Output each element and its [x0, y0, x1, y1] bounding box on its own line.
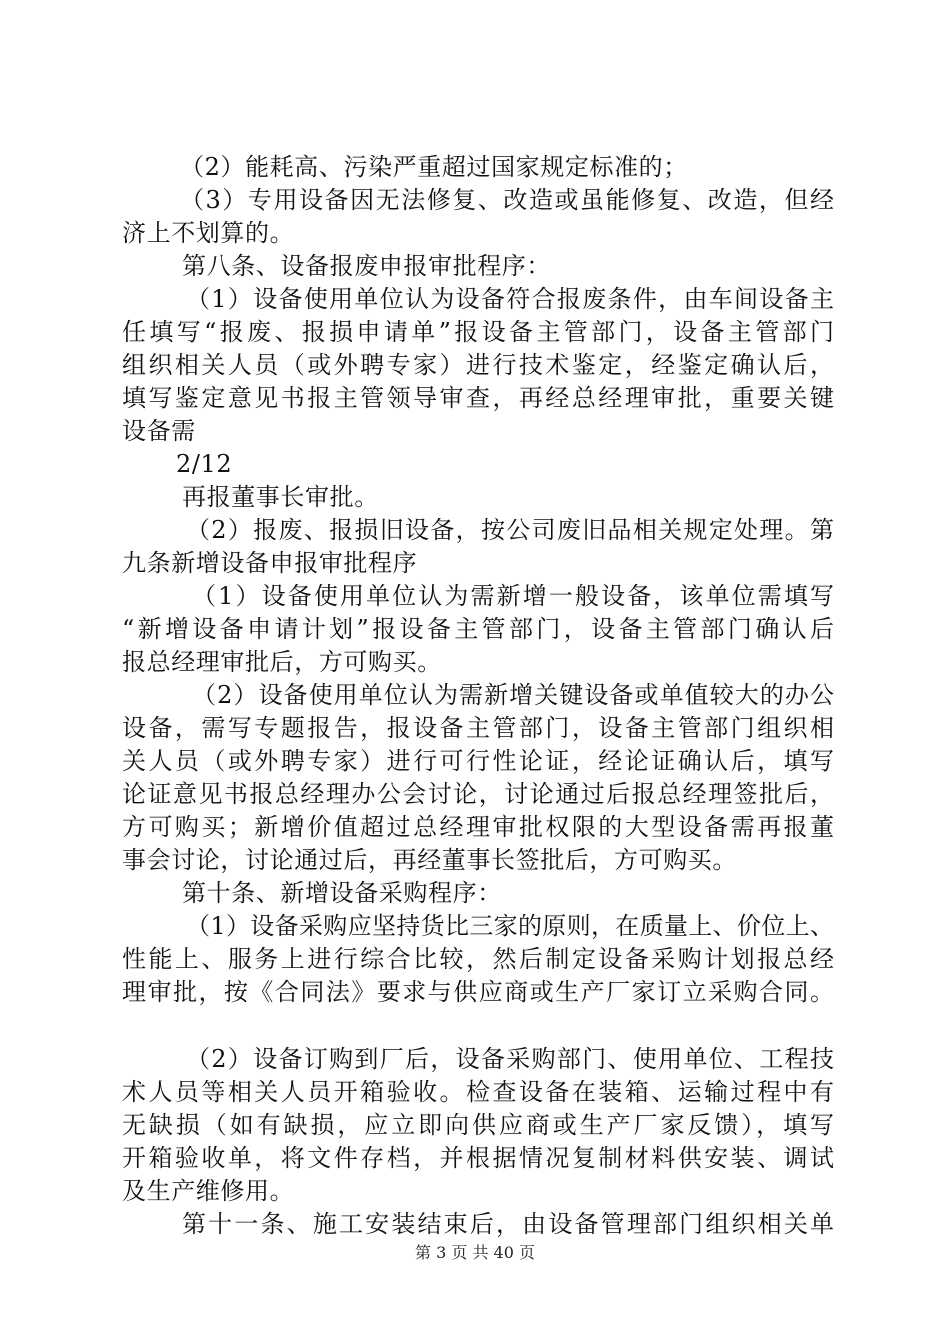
paragraph-line: 设备，需写专题报告，报设备主管部门，设备主管部门组织相 [122, 714, 834, 742]
paragraph-line: 论证意见书报总经理办公会讨论，讨论通过后报总经理签批后， [122, 780, 834, 808]
paragraph-line: 开箱验收单，将文件存档，并根据情况复制材料供安装、调试 [122, 1144, 834, 1172]
page-footer: 第 3 页 共 40 页 [415, 1243, 535, 1262]
paragraph-line: 报总经理审批后，方可购买。 [122, 648, 442, 676]
paragraph-line: “新增设备申请计划”报设备主管部门，设备主管部门确认后 [122, 615, 834, 643]
document-body [122, 151, 834, 1241]
paragraph-line: （1）设备使用单位认为需新增一般设备，该单位需填写 [192, 582, 834, 610]
paragraph-line: 性能上、服务上进行综合比较，然后制定设备采购计划报总经 [122, 945, 834, 973]
paragraph-line: 再报董事长审批。 [182, 483, 379, 511]
paragraph-line: （2）报废、报损旧设备，按公司废旧品相关规定处理。第 [186, 516, 834, 544]
paragraph-line: 术人员等相关人员开箱验收。检查设备在装箱、运输过程中有 [122, 1078, 834, 1106]
paragraph-line: 九条新增设备申报审批程序 [122, 549, 418, 577]
paragraph-line: （1）设备采购应坚持货比三家的原则，在质量上、价位上、 [186, 912, 834, 940]
paragraph-line: 理审批，按《合同法》要求与供应商或生产厂家订立采购合同。 [122, 978, 834, 1006]
paragraph-gap [122, 1009, 834, 1043]
paragraph-line: 方可购买；新增价值超过总经理审批权限的大型设备需再报董 [122, 813, 834, 841]
section-heading: 第十条、新增设备采购程序： [182, 879, 502, 907]
paragraph-line: 组织相关人员（或外聘专家）进行技术鉴定，经鉴定确认后， [122, 351, 834, 379]
paragraph-line: 关人员（或外聘专家）进行可行性论证，经论证确认后，填写 [122, 747, 834, 775]
paragraph-line: 事会讨论，讨论通过后，再经董事长签批后，方可购买。 [122, 846, 737, 874]
paragraph-line: 设备需 [122, 417, 196, 445]
paragraph-line: 无缺损（如有缺损，应立即向供应商或生产厂家反馈），填写 [122, 1111, 834, 1139]
paragraph-line: 任填写“报废、报损申请单”报设备主管部门，设备主管部门 [122, 318, 834, 346]
paragraph-line: （1）设备使用单位认为设备符合报废条件，由车间设备主 [186, 285, 834, 313]
paragraph-line: （2）设备订购到厂后，设备采购部门、使用单位、工程技 [186, 1045, 834, 1073]
paragraph-line: （2）能耗高、污染严重超过国家规定标准的； [180, 153, 688, 181]
paragraph-line: 填写鉴定意见书报主管领导审查，再经总经理审批，重要关键 [122, 384, 834, 412]
paragraph-line: 济上不划算的。 [122, 219, 295, 247]
paragraph-line: 第十一条、施工安装结束后，由设备管理部门组织相关单 [182, 1210, 834, 1238]
section-heading: 第八条、设备报废申报审批程序： [182, 252, 551, 280]
paragraph-line: （3）专用设备因无法修复、改造或虽能修复、改造，但经 [180, 186, 834, 214]
paragraph-line: 及生产维修用。 [122, 1177, 295, 1205]
inline-page-marker: 2/12 [176, 450, 233, 478]
paragraph-line: （2）设备使用单位认为需新增关键设备或单值较大的办公 [192, 681, 834, 709]
